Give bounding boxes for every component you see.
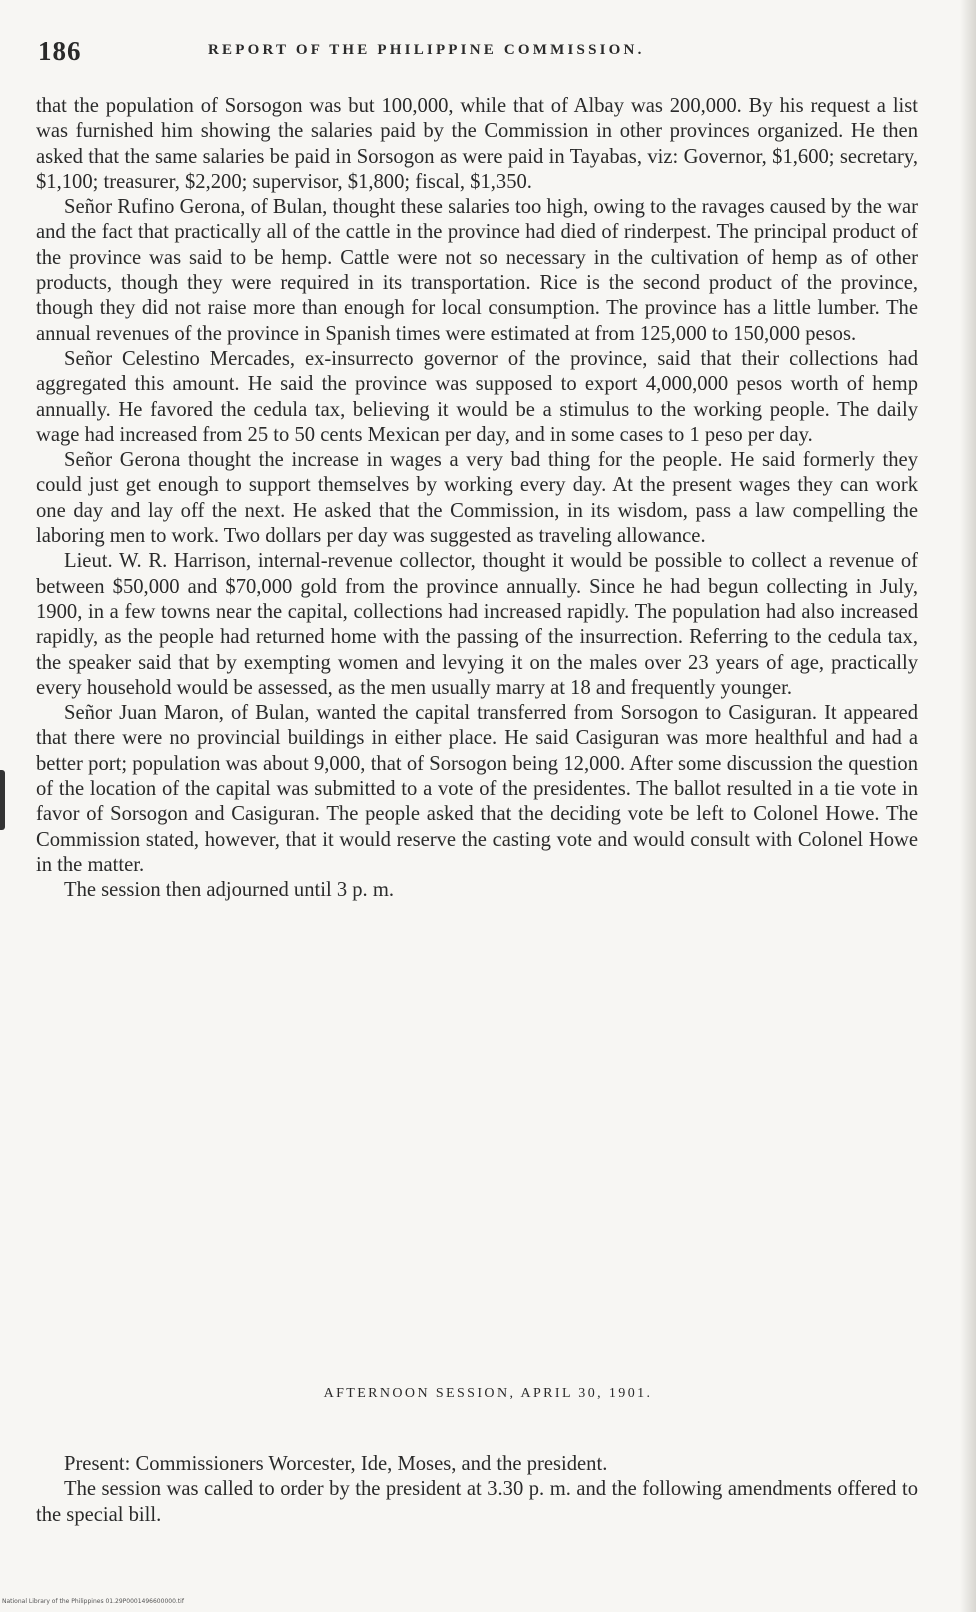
page-number: 186 (38, 36, 82, 66)
running-head: REPORT OF THE PHILIPPINE COMMISSION. (208, 42, 645, 58)
paragraph: Present: Commissioners Worcester, Ide, Moses, and the president. (64, 1453, 608, 1475)
body-text (36, 94, 918, 904)
paragraph: Señor Celestino Mercades, ex-insurrecto governor of the province, said that their collections had aggregated this amount. He said the province was supposed to export 4,000,000 pesos worth of hemp annually. He favored the cedula tax, believing it would be a stimulus to the working people. The daily wage had increased from 25 to 50 cents Mexican per day, and in some cases to 1 peso per day. (36, 347, 918, 446)
paragraph: Lieut. W. R. Harrison, internal-revenue collector, thought it would be possible to collect a revenue of between $50,000 and $70,000 gold from the province annually. Since he had begun collecting in July, 1900, in a few towns near the capital, collections had increased rapidly. The population had also increased rapidly, as the people had returned home with the passing of the insurrection. Referring to the cedula tax, the speaker said that by exempting women and levying it on the males over 23 years of age, practically every household would be assessed, as the men usually marry at 18 and frequently younger. (36, 550, 918, 699)
page-header (38, 36, 918, 76)
afternoon-text (36, 1452, 918, 1528)
paragraph: Señor Gerona thought the increase in wages a very bad thing for the people. He said formerly they could just get enough to support themselves by working every day. At the present wages they can work one day and lay off the next. He asked that the Commission, in its wisdom, pass a law compelling the laboring men to work. Two dollars per day was suggested as traveling allowance. (36, 449, 918, 548)
scan-footer-note: National Library of the Philippines 01.29P0001496600000.tif (2, 1598, 184, 1605)
paragraph: The session was called to order by the president at 3.30 p. m. and the following amendments offered to the special bill. (36, 1478, 918, 1526)
scan-edge-mark (0, 770, 5, 830)
paragraph: The session then adjourned until 3 p. m. (64, 879, 395, 902)
section-heading: AFTERNOON SESSION, APRIL 30, 1901. (323, 1386, 653, 1401)
page-edge-shadow (960, 0, 976, 1612)
paragraph: Señor Juan Maron, of Bulan, wanted the capital transferred from Sorsogon to Casiguran. It appeared that there were no provincial buildings in either place. He said Casiguran was more healthful and had a better port; population was about 9,000, that of Sorsogon being 12,000. After some discussion the question of the location of the capital was submitted to a vote of the presidentes. The ballot resulted in a tie vote in favor of Sorsogon and Casiguran. The people asked that the deciding vote be left to Colonel Howe. The Commission stated, however, that it would reserve the casting vote and would consult with Colonel Howe in the matter. (36, 702, 918, 876)
paragraph: Señor Rufino Gerona, of Bulan, thought these salaries too high, owing to the ravages caused by the war and the fact that practically all of the cattle in the province had died of rinderpest. The principal product of the province was said to be hemp. Cattle were not so necessary in the cultivation of hemp as of other products, though they were required in its transportation. Rice is the second product of the province, though they did not raise more than enough for local consumption. The province has a little lumber. The annual revenues of the province in Spanish times were estimated at from 125,000 to 150,000 pesos. (36, 196, 918, 345)
paragraph: that the population of Sorsogon was but 100,000, while that of Albay was 200,000. By his request a list was furnished him showing the salaries paid by the Commission in other provinces organized. He then asked that the same salaries be paid in Sorsogon as were paid in Tayabas, viz: Governor, $1,600; secretary, $1,100; treasurer, $2,200; supervisor, $1,800; fiscal, $1,350. (36, 95, 918, 193)
